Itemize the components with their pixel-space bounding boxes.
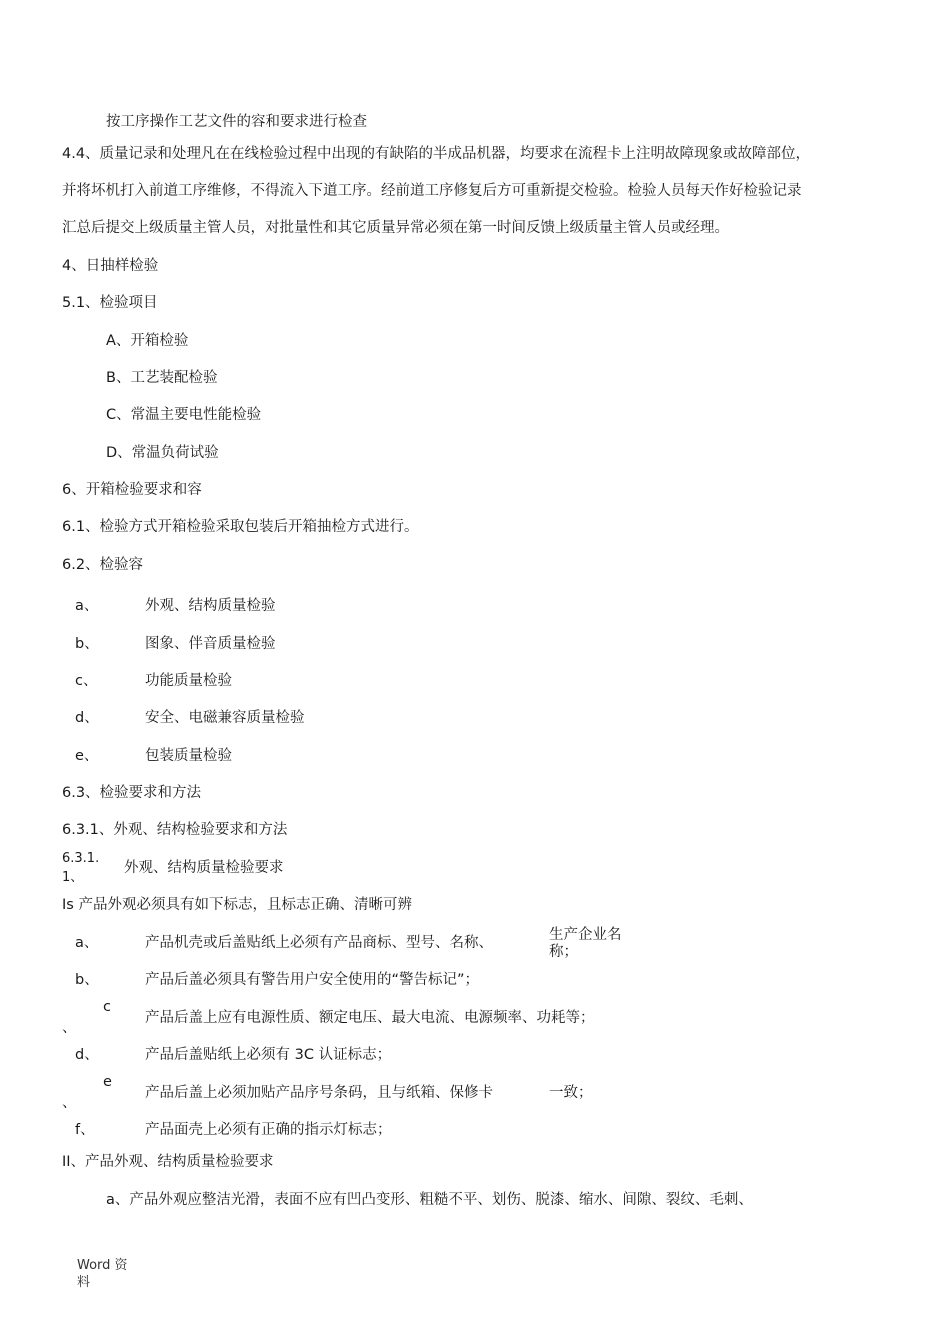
list-item: 产品后盖必须具有警告用户安全使用的“警告标记”； (145, 972, 480, 988)
list-marker: c、 (75, 673, 98, 689)
list-marker: e (103, 1074, 112, 1090)
section-heading: 外观、结构质量检验要求 (124, 860, 284, 876)
list-marker: a、 (75, 935, 99, 951)
footer-label: 料 (77, 1275, 91, 1290)
section-heading: II、产品外观、结构质量检验要求 (62, 1154, 274, 1170)
list-item: 安全、电磁兼容质量检验 (145, 710, 305, 726)
list-item-continuation: 生产企业名 (549, 927, 622, 943)
section-number: 1、 (62, 870, 84, 885)
list-marker: f、 (75, 1122, 95, 1138)
paragraph-line: 汇总后提交上级质量主管人员，对批量性和其它质量异常必须在第一时间反馈上级质量主管人员或经理。 (62, 220, 729, 236)
list-marker: c (103, 999, 111, 1015)
section-heading: 6.2、检验容 (62, 557, 144, 573)
list-marker: d、 (75, 710, 99, 726)
list-marker: b、 (75, 636, 99, 652)
list-item-continuation: 称； (549, 944, 578, 960)
section-heading: 6.3、检验要求和方法 (62, 785, 202, 801)
list-item: 图象、伴音质量检验 (145, 636, 276, 652)
list-item: 功能质量检验 (145, 673, 232, 689)
list-marker-separator: 、 (62, 1095, 77, 1111)
section-heading: 6.3.1、外观、结构检验要求和方法 (62, 822, 288, 838)
list-marker: b、 (75, 972, 99, 988)
paragraph-line: Is 产品外观必须具有如下标志，且标志正确、清晰可辨 (62, 897, 412, 913)
paragraph-line: 6.1、检验方式开箱检验采取包装后开箱抽检方式进行。 (62, 519, 419, 535)
list-item: C、常温主要电性能检验 (106, 407, 262, 423)
list-item: 产品机壳或后盖贴纸上必须有产品商标、型号、名称、 (145, 935, 493, 951)
list-item-continuation: 一致； (549, 1085, 593, 1101)
list-item: 外观、结构质量检验 (145, 598, 276, 614)
paragraph-line: 并将坏机打入前道工序维修，不得流入下道工序。经前道工序修复后方可重新提交检验。检验人员每天作好检验记录 (62, 183, 802, 199)
list-item: 产品面壳上必须有正确的指示灯标志； (145, 1122, 392, 1138)
list-item: A、开箱检验 (106, 333, 189, 349)
section-heading: 6、开箱检验要求和容 (62, 482, 202, 498)
section-number: 6.3.1. (62, 851, 100, 866)
list-item: 包装质量检验 (145, 748, 232, 764)
paragraph-line: 4.4、质量记录和处理凡在在线检验过程中出现的有缺陷的半成品机器，均要求在流程卡上注明故障现象或故障部位， (62, 146, 811, 162)
list-marker-separator: 、 (62, 1020, 77, 1036)
list-item: 产品后盖贴纸上必须有 3C 认证标志； (145, 1047, 392, 1063)
list-item: 产品后盖上应有电源性质、额定电压、最大电流、电源频率、功耗等； (145, 1010, 595, 1026)
footer-label: Word 资 (77, 1258, 128, 1273)
list-marker: a、 (75, 598, 99, 614)
section-heading: 5.1、检验项目 (62, 295, 158, 311)
list-marker: d、 (75, 1047, 99, 1063)
section-heading: 4、日抽样检验 (62, 258, 159, 274)
paragraph-line: 按工序操作工艺文件的容和要求进行检查 (106, 114, 367, 130)
list-marker: e、 (75, 748, 99, 764)
list-item: 产品后盖上必须加贴产品序号条码，且与纸箱、保修卡 (145, 1085, 493, 1101)
paragraph-line: a、产品外观应整洁光滑，表面不应有凹凸变形、粗糙不平、划伤、脱漆、缩水、间隙、裂纹、毛刺、 (106, 1192, 753, 1208)
list-item: B、工艺装配检验 (106, 370, 218, 386)
list-item: D、常温负荷试验 (106, 445, 219, 461)
